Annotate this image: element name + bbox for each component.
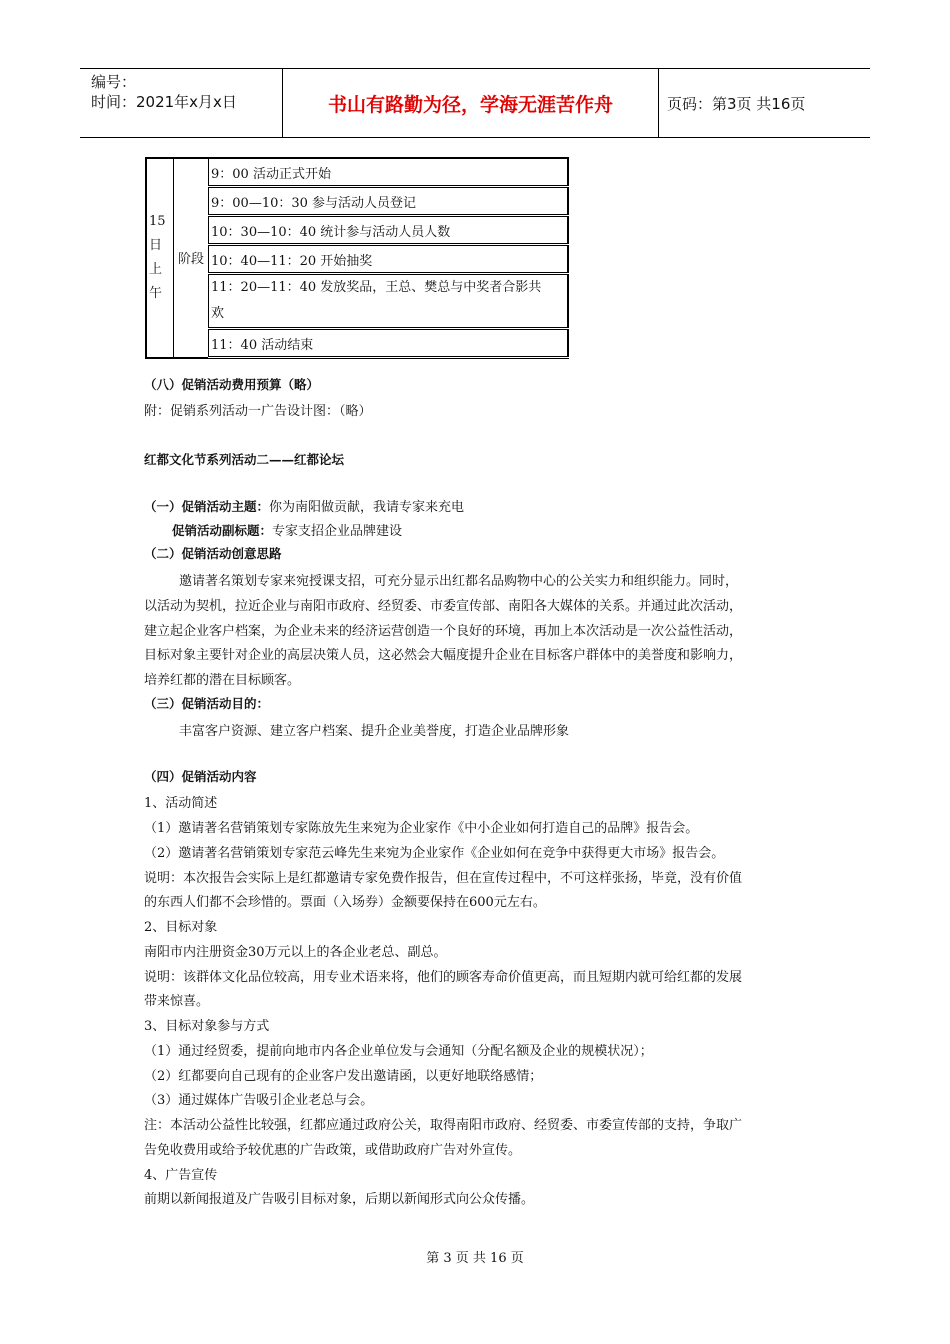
paragraph-line: （2）邀请著名营销策划专家范云峰先生来宛为企业家作《企业如何在竞争中获得更大市场》报告会。 (144, 846, 725, 861)
page-footer: 第 3 页 共 16 页 (426, 1251, 524, 1266)
paragraph-line: 说明：该群体文化品位较高，用专业术语来将，他们的顾客寿命价值更高，而且短期内就可给红都的发展 (144, 970, 743, 985)
paragraph-line: 带来惊喜。 (144, 994, 210, 1009)
paragraph-line: 3、目标对象参与方式 (144, 1019, 270, 1034)
schedule-item: 10：30—10：40 统计参与活动人员人数 (209, 216, 569, 245)
paragraph-line: 告免收费用或给予较优惠的广告政策，或借助政府广告对外宣传。 (144, 1143, 522, 1158)
paragraph: 附：促销系列活动一广告设计图：（略） (144, 404, 372, 419)
schedule-day-cell: 15 日 上 午 (146, 158, 174, 358)
paragraph-line: 建立起企业客户档案，为企业未来的经济运营创造一个良好的环境，再加上本次活动是一次公益性活动， (144, 624, 743, 639)
section-heading: （三）促销活动目的： (144, 696, 270, 711)
paragraph-line: 1、活动简述 (144, 796, 218, 811)
schedule-item: 11：20—11：40 发放奖品，王总、樊总与中奖者合影共 欢 (209, 274, 569, 329)
paragraph-line: 以活动为契机，拉近企业与南阳市政府、经贸委、市委宣传部、南阳各大媒体的关系。并通过此次活动， (144, 599, 743, 614)
header-meta (80, 69, 283, 137)
number-label: 编号： (91, 73, 137, 91)
paragraph-line: 注：本活动公益性比较强，红都应通过政府公关，取得南阳市政府、经贸委、市委宣传部的支持，争取广 (144, 1118, 743, 1133)
schedule-item: 10：40—11：20 开始抽奖 (209, 245, 569, 274)
schedule-table (145, 157, 569, 359)
header-motto: 书山有路勤为径，学海无涯苦作舟 (283, 69, 659, 137)
paragraph-line: 说明：本次报告会实际上是红都邀请专家免费作报告，但在宣传过程中，不可这样张扬，毕竟，没有价值 (144, 871, 743, 886)
paragraph-line: 2、目标对象 (144, 920, 218, 935)
time-label: 时间：2021年x月x日 (91, 93, 237, 111)
paragraph-line: （1）通过经贸委，提前向地市内各企业单位发与会通知（分配名额及企业的规模状况）； (144, 1044, 653, 1059)
paragraph-line: 邀请著名策划专家来宛授课支招，可充分显示出红都名品购物中心的公关实力和组织能力。同时， (179, 574, 739, 589)
schedule-item: 9：00—10：30 参与活动人员登记 (209, 187, 569, 216)
section-heading: （二）促销活动创意思路 (144, 546, 282, 561)
paragraph-line: 培养红都的潜在目标顾客。 (144, 673, 301, 688)
header-page-number: 页码：第3页 共16页 (667, 94, 806, 113)
paragraph-line: 4、广告宣传 (144, 1168, 218, 1183)
paragraph-line: 丰富客户资源、建立客户档案、提升企业美誉度，打造企业品牌形象 (179, 724, 570, 739)
page-header (80, 68, 870, 138)
subtitle-line: 促销活动副标题：专家支招企业品牌建设 (172, 523, 403, 539)
paragraph-line: （1）邀请著名营销策划专家陈放先生来宛为企业家作《中小企业如何打造自己的品牌》报告会。 (144, 821, 699, 836)
paragraph-line: 南阳市内注册资金30万元以上的各企业老总、副总。 (144, 945, 447, 960)
paragraph-line: （2）红都要向自己现有的企业客户发出邀请函，以更好地联络感情； (144, 1069, 543, 1084)
schedule-stage-cell: 阶段 (174, 158, 209, 358)
paragraph-line: 前期以新闻报道及广告吸引目标对象，后期以新闻形式向公众传播。 (144, 1192, 535, 1207)
paragraph-line: 目标对象主要针对企业的高层决策人员，这必然会大幅度提升企业在目标客户群体中的美誉度和影响力， (144, 648, 743, 663)
paragraph-line: 的东西人们都不会珍惜的。票面（入场券）金额要保持在600元左右。 (144, 895, 546, 910)
section-heading: （八）促销活动费用预算（略） (144, 377, 320, 392)
schedule-item: 9：00 活动正式开始 (209, 158, 569, 187)
schedule-item: 11：40 活动结束 (209, 329, 569, 358)
section-title: 红都文化节系列活动二——红都论坛 (144, 452, 345, 467)
paragraph-line: （3）通过媒体广告吸引企业老总与会。 (144, 1093, 374, 1108)
theme-line: （一）促销活动主题：你为南阳做贡献，我请专家来充电 (144, 499, 465, 515)
section-heading: （四）促销活动内容 (144, 769, 257, 784)
